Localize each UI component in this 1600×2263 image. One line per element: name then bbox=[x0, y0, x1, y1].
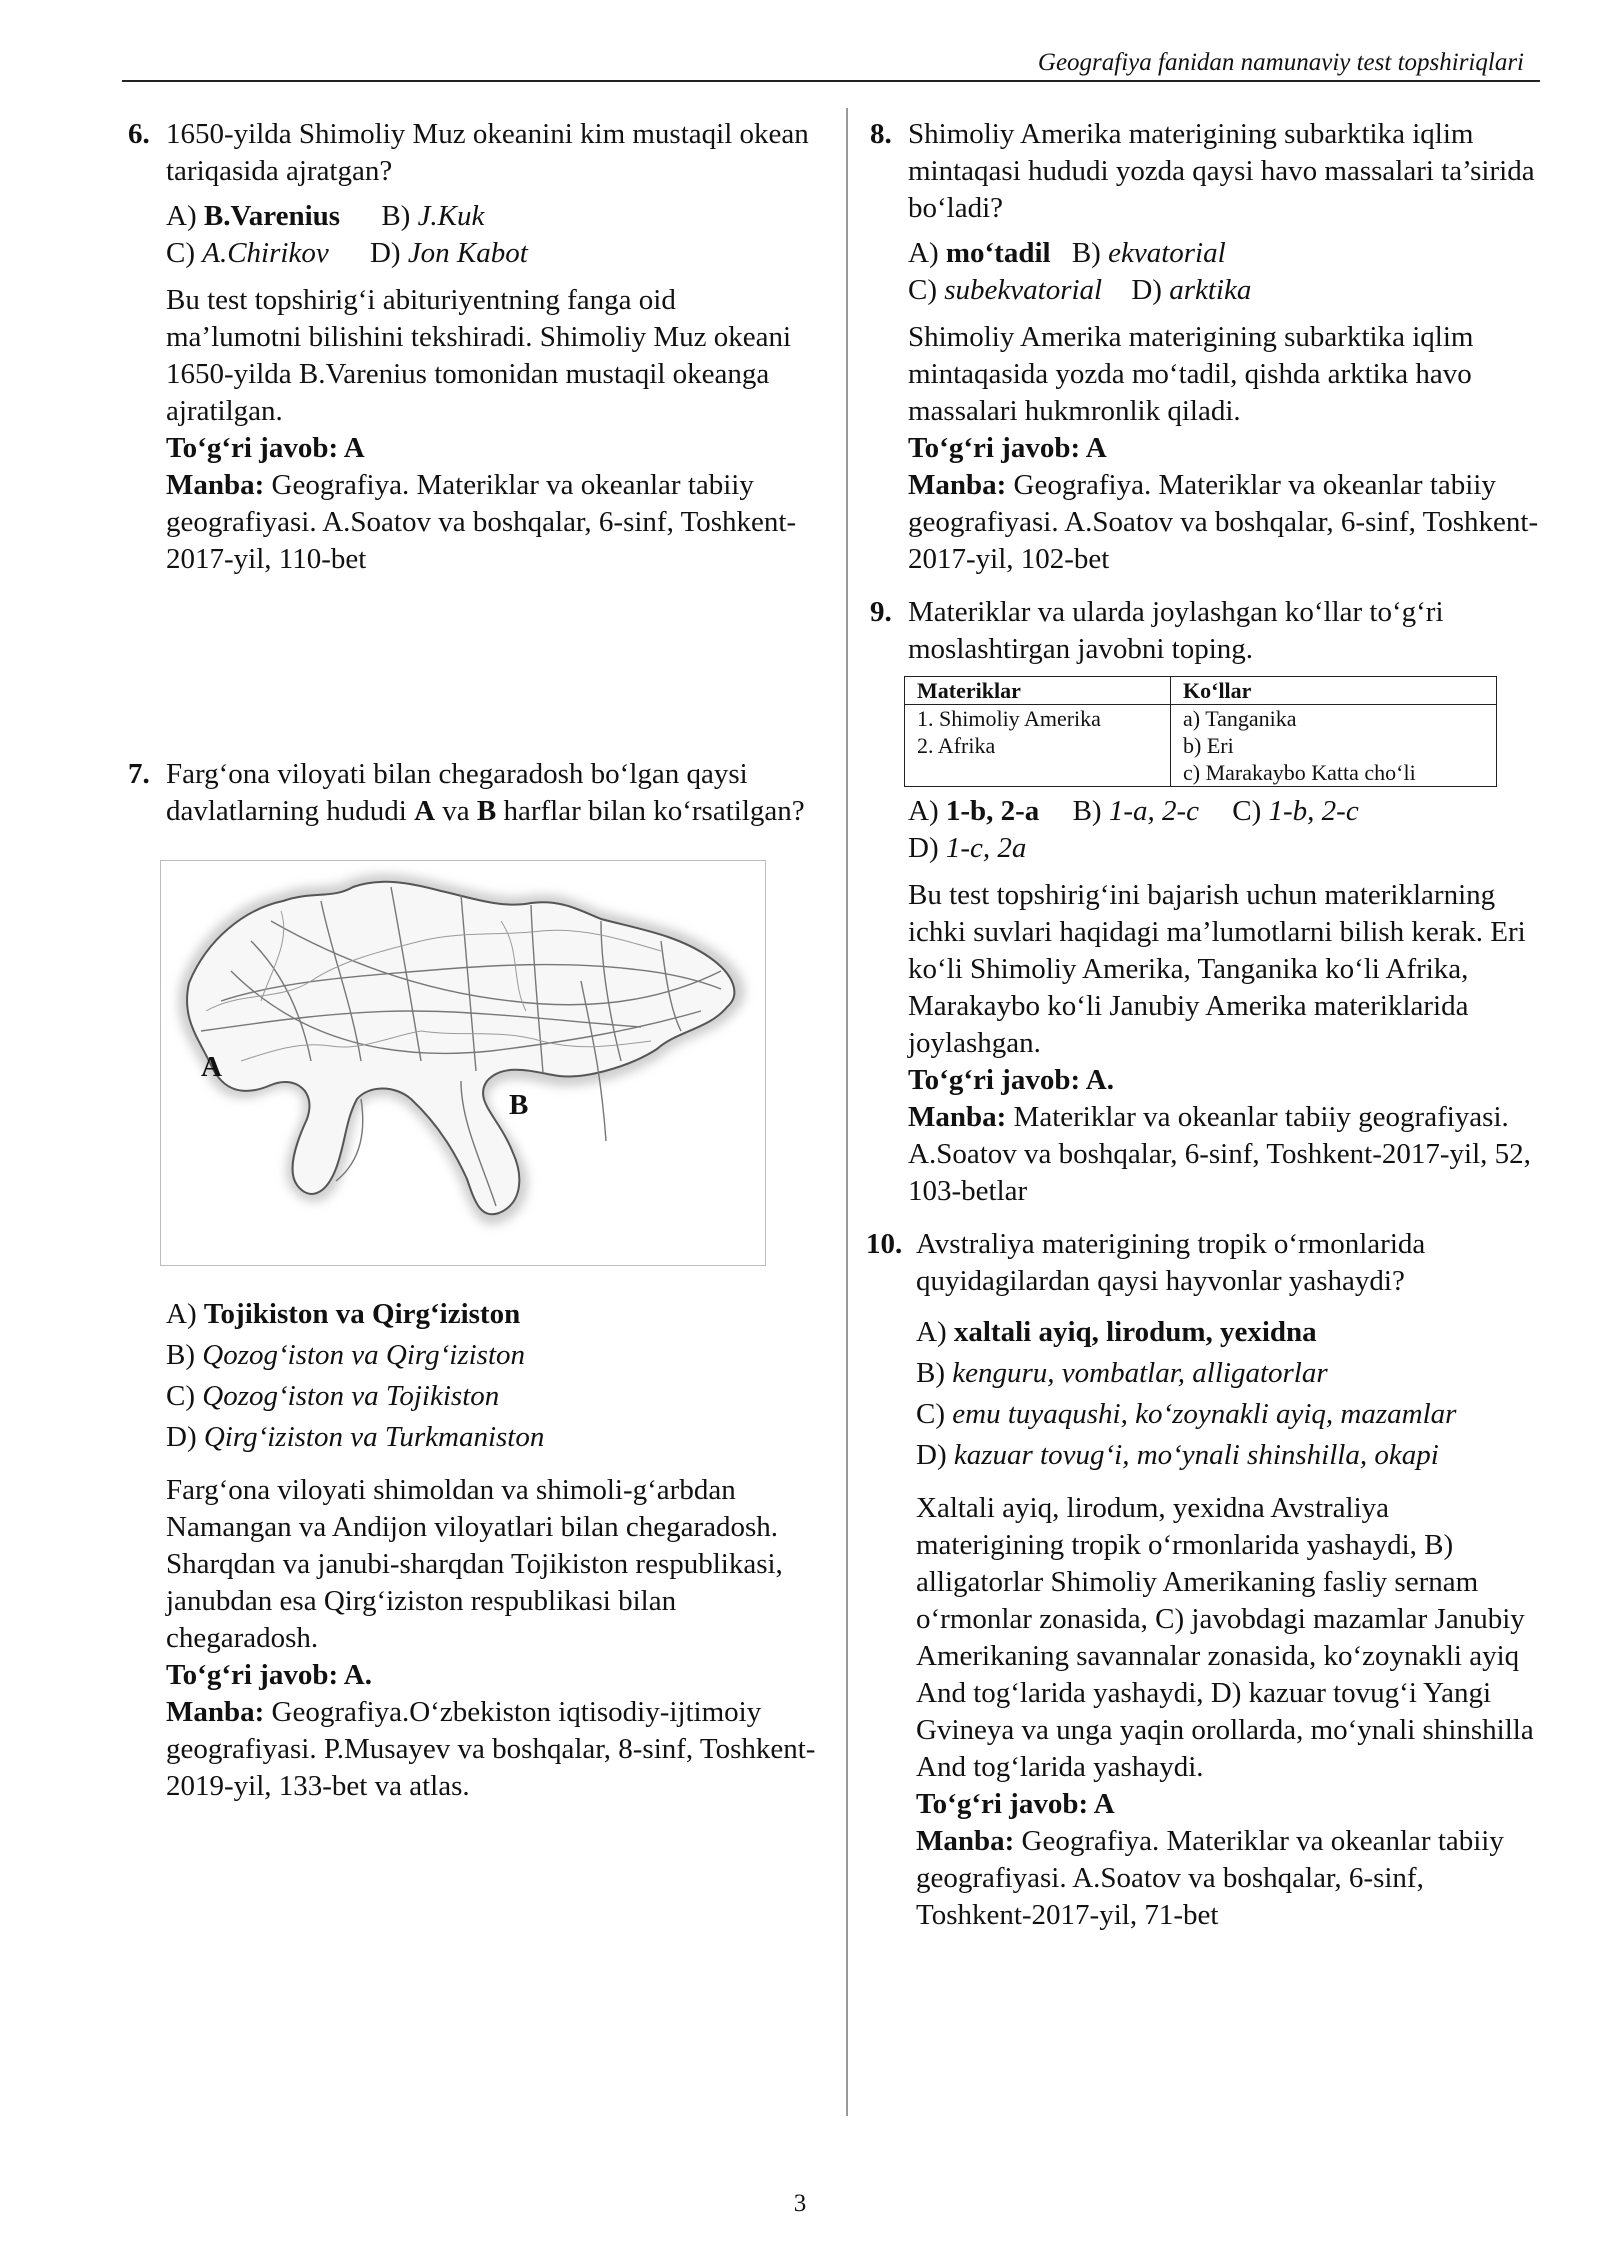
matching-table bbox=[904, 676, 1497, 787]
option-c: C) A.Chirikov bbox=[166, 237, 329, 269]
explanation: Shimoliy Amerika materigining subarktika iqlim mintaqasida yozda mo‘tadil, qishda arktika havo massalari hukmronlik qiladi. bbox=[908, 321, 1474, 427]
source: Manba: Geografiya. Materiklar va okeanlar tabiiy geografiyasi. A.Soatov va boshqalar, 6-sinf, Toshkent-2017-yil, 110-bet bbox=[166, 469, 797, 575]
option-a: A) mo‘tadil bbox=[908, 237, 1051, 269]
option-d: D) Qirg‘iziston va Turkmaniston bbox=[166, 1421, 545, 1453]
question-8 bbox=[870, 116, 1540, 578]
page-header bbox=[122, 44, 1540, 82]
table-row bbox=[905, 705, 1497, 733]
option-d: D) 1-c, 2a bbox=[908, 832, 1027, 864]
answer-options bbox=[166, 1296, 818, 1456]
question-number: 7. bbox=[128, 758, 150, 790]
options-line-1 bbox=[166, 198, 818, 235]
option-b: B) kenguru, vombatlar, alligatorlar bbox=[916, 1357, 1328, 1389]
map-label-a: A bbox=[201, 1051, 222, 1083]
answer-options bbox=[908, 235, 1540, 309]
question-number: 6. bbox=[128, 118, 150, 150]
answer-options bbox=[166, 198, 818, 272]
table-cell bbox=[905, 759, 1171, 787]
header-title: Geografiya fanidan namunaviy test topshiriqlari bbox=[1037, 49, 1524, 76]
answer-options bbox=[916, 1314, 1540, 1474]
option-b: B) J.Kuk bbox=[381, 200, 485, 232]
source: Manba: Geografiya. Materiklar va okeanlar tabiiy geografiyasi. A.Soatov va boshqalar, 6-sinf, Toshkent-2017-yil, 102-bet bbox=[908, 469, 1539, 575]
explanation: Farg‘ona viloyati shimoldan va shimoli-g‘arbdan Namangan va Andijon viloyatlari bilan chegaradosh. Sharqdan va janubi-sharqdan Tojikiston respublikasi, janubdan esa Qirg‘iziston respublikasi bilan chegaradosh. bbox=[166, 1474, 783, 1654]
explanation: Bu test topshirig‘i abituriyentning fanga oid ma’lumotni bilishini tekshiradi. Shimoliy Muz okeani 1650-yilda B.Varenius tomonidan mustaqil okeanga ajratilgan. bbox=[166, 284, 792, 427]
right-column bbox=[866, 116, 1540, 1934]
table-cell: c) Marakaybo Katta cho‘li bbox=[1171, 759, 1497, 787]
source: Manba: Geografiya. Materiklar va okeanlar tabiiy geografiyasi. A.Soatov va boshqalar, 6-sinf, Toshkent-2017-yil, 71-bet bbox=[916, 1825, 1504, 1931]
map-label-b: B bbox=[509, 1089, 529, 1121]
table-header: Ko‘llar bbox=[1171, 677, 1497, 705]
option-c: C) 1-b, 2-c bbox=[1232, 795, 1359, 827]
correct-answer: To‘g‘ri javob: A. bbox=[166, 1659, 372, 1691]
table-cell: b) Eri bbox=[1171, 732, 1497, 759]
question-9 bbox=[870, 594, 1540, 668]
question-text: 1650-yilda Shimoliy Muz okeanini kim mustaqil okean tariqasida ajratgan? bbox=[166, 118, 809, 187]
option-c: C) Qozog‘iston va Tojikiston bbox=[166, 1380, 500, 1412]
option-a: A) Tojikiston va Qirg‘iziston bbox=[166, 1298, 521, 1330]
map-image bbox=[161, 861, 764, 1264]
correct-answer: To‘g‘ri javob: A bbox=[166, 432, 365, 464]
options-line-2 bbox=[908, 272, 1540, 309]
option-a: A) 1-b, 2-a bbox=[908, 795, 1040, 827]
table-header: Materiklar bbox=[905, 677, 1171, 705]
table-row bbox=[905, 759, 1497, 787]
question-number: 10. bbox=[866, 1228, 903, 1260]
option-b: B) Qozog‘iston va Qirg‘iziston bbox=[166, 1339, 526, 1371]
page-number: 3 bbox=[793, 2190, 807, 2217]
question-10 bbox=[866, 1226, 1540, 1934]
options-line-2 bbox=[166, 235, 818, 272]
option-a: A) B.Varenius bbox=[166, 200, 341, 232]
options-line-2 bbox=[908, 830, 1540, 867]
option-c: C) emu tuyaqushi, ko‘zoynakli ayiq, mazamlar bbox=[916, 1398, 1457, 1430]
options-line-1 bbox=[908, 235, 1540, 272]
source: Manba: Materiklar va okeanlar tabiiy geografiyasi. A.Soatov va boshqalar, 6-sinf, Toshkent-2017-yil, 52, 103-betlar bbox=[908, 1101, 1531, 1207]
source: Manba: Geografiya.O‘zbekiston iqtisodiy-ijtimoiy geografiyasi. P.Musayev va boshqalar, 8-sinf, Toshkent-2019-yil, 133-bet va atlas. bbox=[166, 1696, 816, 1802]
correct-answer: To‘g‘ri javob: A bbox=[908, 432, 1107, 464]
left-column bbox=[128, 116, 818, 1805]
option-b: B) ekvatorial bbox=[1071, 237, 1226, 269]
table-header-row bbox=[905, 677, 1497, 705]
answer-options bbox=[908, 793, 1540, 867]
question-text: Avstraliya materigining tropik o‘rmonlarida quyidagilardan qaysi hayvonlar yashaydi? bbox=[916, 1228, 1426, 1297]
explanation: Xaltali ayiq, lirodum, yexidna Avstraliya materigining tropik o‘rmonlarida yashaydi, B) alligatorlar Shimoliy Amerikaning fasliy sernam o‘rmonlar zonasida, C) javobdagi mazamlar Janubiy Amerikaning savannalar zonasida, ko‘zoynakli ayiq And tog‘larida yashaydi, D) kazuar tovug‘i Yangi Gvineya va unga yaqin orollarda, mo‘ynali shinshilla And tog‘larida yashaydi. bbox=[916, 1492, 1534, 1783]
option-b: B) 1-a, 2-c bbox=[1072, 795, 1199, 827]
question-7 bbox=[128, 756, 818, 1805]
question-6 bbox=[128, 116, 818, 578]
correct-answer: To‘g‘ri javob: A bbox=[916, 1788, 1115, 1820]
option-d: D) arktika bbox=[1131, 274, 1252, 306]
option-a: A) xaltali ayiq, lirodum, yexidna bbox=[916, 1316, 1317, 1348]
table-row bbox=[905, 732, 1497, 759]
table-cell: 1. Shimoliy Amerika bbox=[905, 705, 1171, 733]
table-cell: a) Tanganika bbox=[1171, 705, 1497, 733]
question-9-body bbox=[870, 793, 1540, 1210]
option-d: D) kazuar tovug‘i, mo‘ynali shinshilla, okapi bbox=[916, 1439, 1439, 1471]
options-line-1 bbox=[908, 793, 1540, 830]
explanation: Bu test topshirig‘ini bajarish uchun materiklarning ichki suvlari haqidagi ma’lumotlarni bilish kerak. Eri ko‘li Shimoliy Amerika, Tanganika ko‘li Afrika, Marakaybo ko‘li Janubiy Amerika materiklarida joylashgan. bbox=[908, 879, 1526, 1059]
question-text: Shimoliy Amerika materigining subarktika iqlim mintaqasi hududi yozda qaysi havo massalari ta’sirida bo‘ladi? bbox=[908, 118, 1535, 224]
question-number: 9. bbox=[870, 596, 892, 628]
table-cell: 2. Afrika bbox=[905, 732, 1171, 759]
question-number: 8. bbox=[870, 118, 892, 150]
option-d: D) Jon Kabot bbox=[369, 237, 528, 269]
column-divider bbox=[846, 108, 848, 2116]
fergana-region-map bbox=[160, 860, 766, 1266]
question-text: Farg‘ona viloyati bilan chegaradosh bo‘lgan qaysi davlatlarning hududi A va B harflar bilan ko‘rsatilgan? bbox=[166, 758, 805, 827]
option-c: C) subekvatorial bbox=[908, 274, 1103, 306]
correct-answer: To‘g‘ri javob: A. bbox=[908, 1064, 1114, 1096]
question-text: Materiklar va ularda joylashgan ko‘llar to‘g‘ri moslashtirgan javobni toping. bbox=[908, 596, 1444, 665]
